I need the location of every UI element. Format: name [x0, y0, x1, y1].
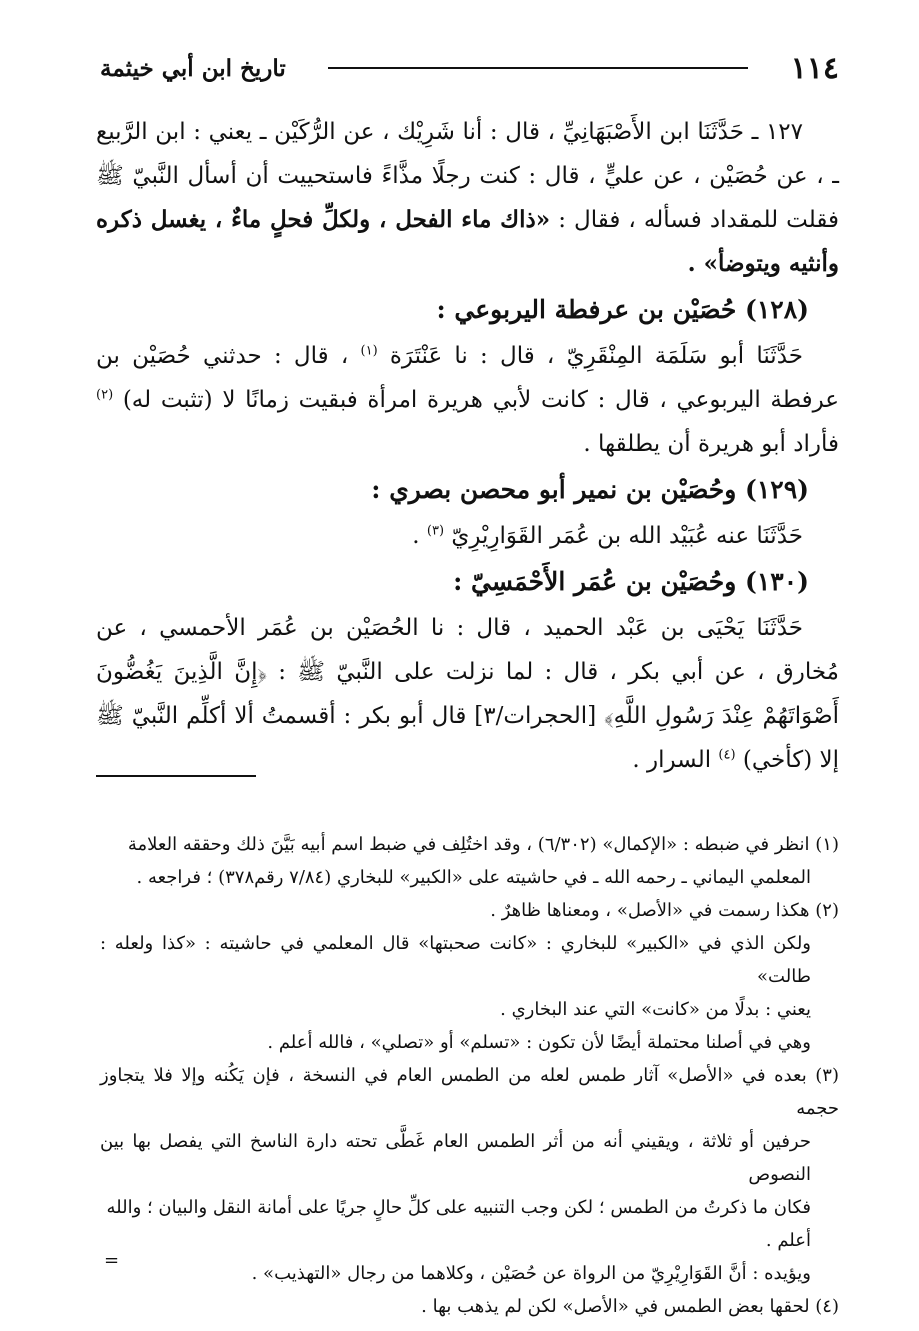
heading-129: (١٢٩) وحُصَيْن بن نمير أبو محصن بصري :	[371, 475, 809, 504]
footnote-ref-4[interactable]: (٤)	[718, 747, 736, 763]
footnote-1: (١) انظر في ضبطه : «الإكمال» (٦/٣٠٢) ، وقد اختُلِف في ضبط اسم أبيه بَيَّنَ ذلك وحققه العلامة	[127, 834, 839, 855]
footnote-4: (٤) لحقها بعض الطمس في «الأصل» لكن لم يذهب بها .	[421, 1296, 839, 1317]
hadith-128-text-a: حَدَّثَنَا أبو سَلَمَة المِنْقَرِيّ ، قال : نا عَنْتَرَة	[389, 343, 804, 369]
hadith-128	[96, 334, 839, 466]
hadith-130-text-b: السرار .	[632, 747, 712, 773]
footnote-ref-2[interactable]: (٢)	[96, 387, 114, 403]
hadith-127	[96, 110, 839, 286]
book-title: تاريخ ابن أبي خيثمة	[100, 54, 286, 82]
heading-128: (١٢٨) حُصَيْن بن عرفطة اليربوعي :	[436, 295, 809, 324]
hadith-128-text-b: ، قال : حدثني حُصَيْن بن عرفطة اليربوعي ، قال : كانت لأبي هريرة امرأة فبقيت زمانًا لا (تثبت له)	[96, 343, 840, 413]
header-rule	[328, 67, 748, 69]
footnote-ref-3[interactable]: (٣)	[426, 523, 445, 539]
footnote-separator	[96, 775, 256, 777]
footnote-1-cont: المعلمي اليماني ـ رحمه الله ـ في حاشيته على «الكبير» للبخاري (٧/٨٤ رقم٣٧٨) ؛ فراجعه .	[136, 867, 811, 888]
hadith-130-text-a: حَدَّثَنَا يَحْيَى بن عَبْد الحميد ، قال : نا الحُصَيْن بن عُمَر الأحمسي ، عن مُخارق ، عن أبي بكر ، قال : لما نزلت على النَّبيّ ﷺ : ﴿إِنَّ الَّذِينَ يَغُضُّونَ أَصْوَاتَهُمْ عِنْدَ رَسُولِ اللَّهِ﴾ [الحجرات/٣] قال أبو بكر : أقسمتُ ألا أكلِّم النَّبيّ ﷺ إلا (كأخي)	[96, 615, 839, 773]
footnote-2-cont-1: ولكن الذي في «الكبير» للبخاري : «كانت صحبتها» قال المعلمي في حاشيته : «كذا ولعله : طالت»	[100, 933, 811, 987]
page-end-mark: =	[104, 1250, 120, 1271]
hadith-128-text-c: فأراد أبو هريرة أن يطلقها .	[583, 431, 839, 457]
hadith-127-text: ١٢٧ ـ حَدَّثَنَا ابن الأَصْبَهَانِيِّ ، قال : أنا شَرِيْك ، عن الرُّكَيْن ـ يعني : ابن الرَّبيع ـ ، عن حُصَيْن ، عن عليٍّ ، قال : كنت رجلًا مذَّاءً فاستحييت أن أسأل النَّبيّ ﷺ فقلت للمقداد فسأله ، فقال :	[96, 119, 840, 233]
footnote-3-cont-1: حرفين أو ثلاثة ، ويقيني أنه من أثر الطمس العام غَطَّى تحته دارة الناسخ التي يفصل بها بين النصوص	[100, 1131, 811, 1185]
hadith-129-text: حَدَّثَنَا عنه عُبَيْد الله بن عُمَر القَوَارِيْرِيّ	[451, 523, 803, 549]
hadith-129	[96, 514, 839, 558]
footnote-2-cont-2: يعني : بدلًا من «كانت» التي عند البخاري .	[500, 999, 811, 1020]
page-number: ١١٤	[790, 50, 839, 86]
footnote-2: (٢) هكذا رسمت في «الأصل» ، ومعناها ظاهرٌ .	[490, 900, 839, 921]
footnote-3-cont-3: أعلم .	[765, 1230, 811, 1251]
footnote-3-cont-4: ويؤيده : أنَّ القَوَارِيْرِيّ من الرواة عن حُصَيْن ، وكلاهما من رجال «التهذيب» .	[251, 1263, 811, 1284]
footnotes	[100, 828, 839, 1323]
main-text	[96, 110, 839, 782]
footnote-3-cont-2: فكان ما ذكرتُ من الطمس ؛ لكن وجب التنبيه على كلِّ حالٍ جريًا على أمانة النقل والبيان ؛ والله	[106, 1197, 811, 1218]
hadith-127-quote: «ذاك ماء الفحل ، ولكلِّ فحلٍ ماءٌ ، يغسل ذكره وأنثيه ويتوضأ» .	[96, 206, 839, 277]
hadith-130	[96, 606, 839, 782]
heading-130: (١٣٠) وحُصَيْن بن عُمَر الأَحْمَسِيّ :	[453, 567, 809, 596]
footnote-ref-1[interactable]: (١)	[360, 343, 378, 359]
footnote-3: (٣) بعده في «الأصل» آثار طمس لعله من الطمس العام في النسخة ، فإن يَكُنه وإلا فلا يتجاوز حجمه	[100, 1065, 839, 1119]
footnote-2-cont-3: وهي في أصلنا محتملة أيضًا لأن تكون : «تسلم» أو «تصلي» ، فالله أعلم .	[267, 1032, 811, 1053]
hadith-129-end: .	[412, 523, 420, 549]
page-header	[100, 48, 839, 88]
